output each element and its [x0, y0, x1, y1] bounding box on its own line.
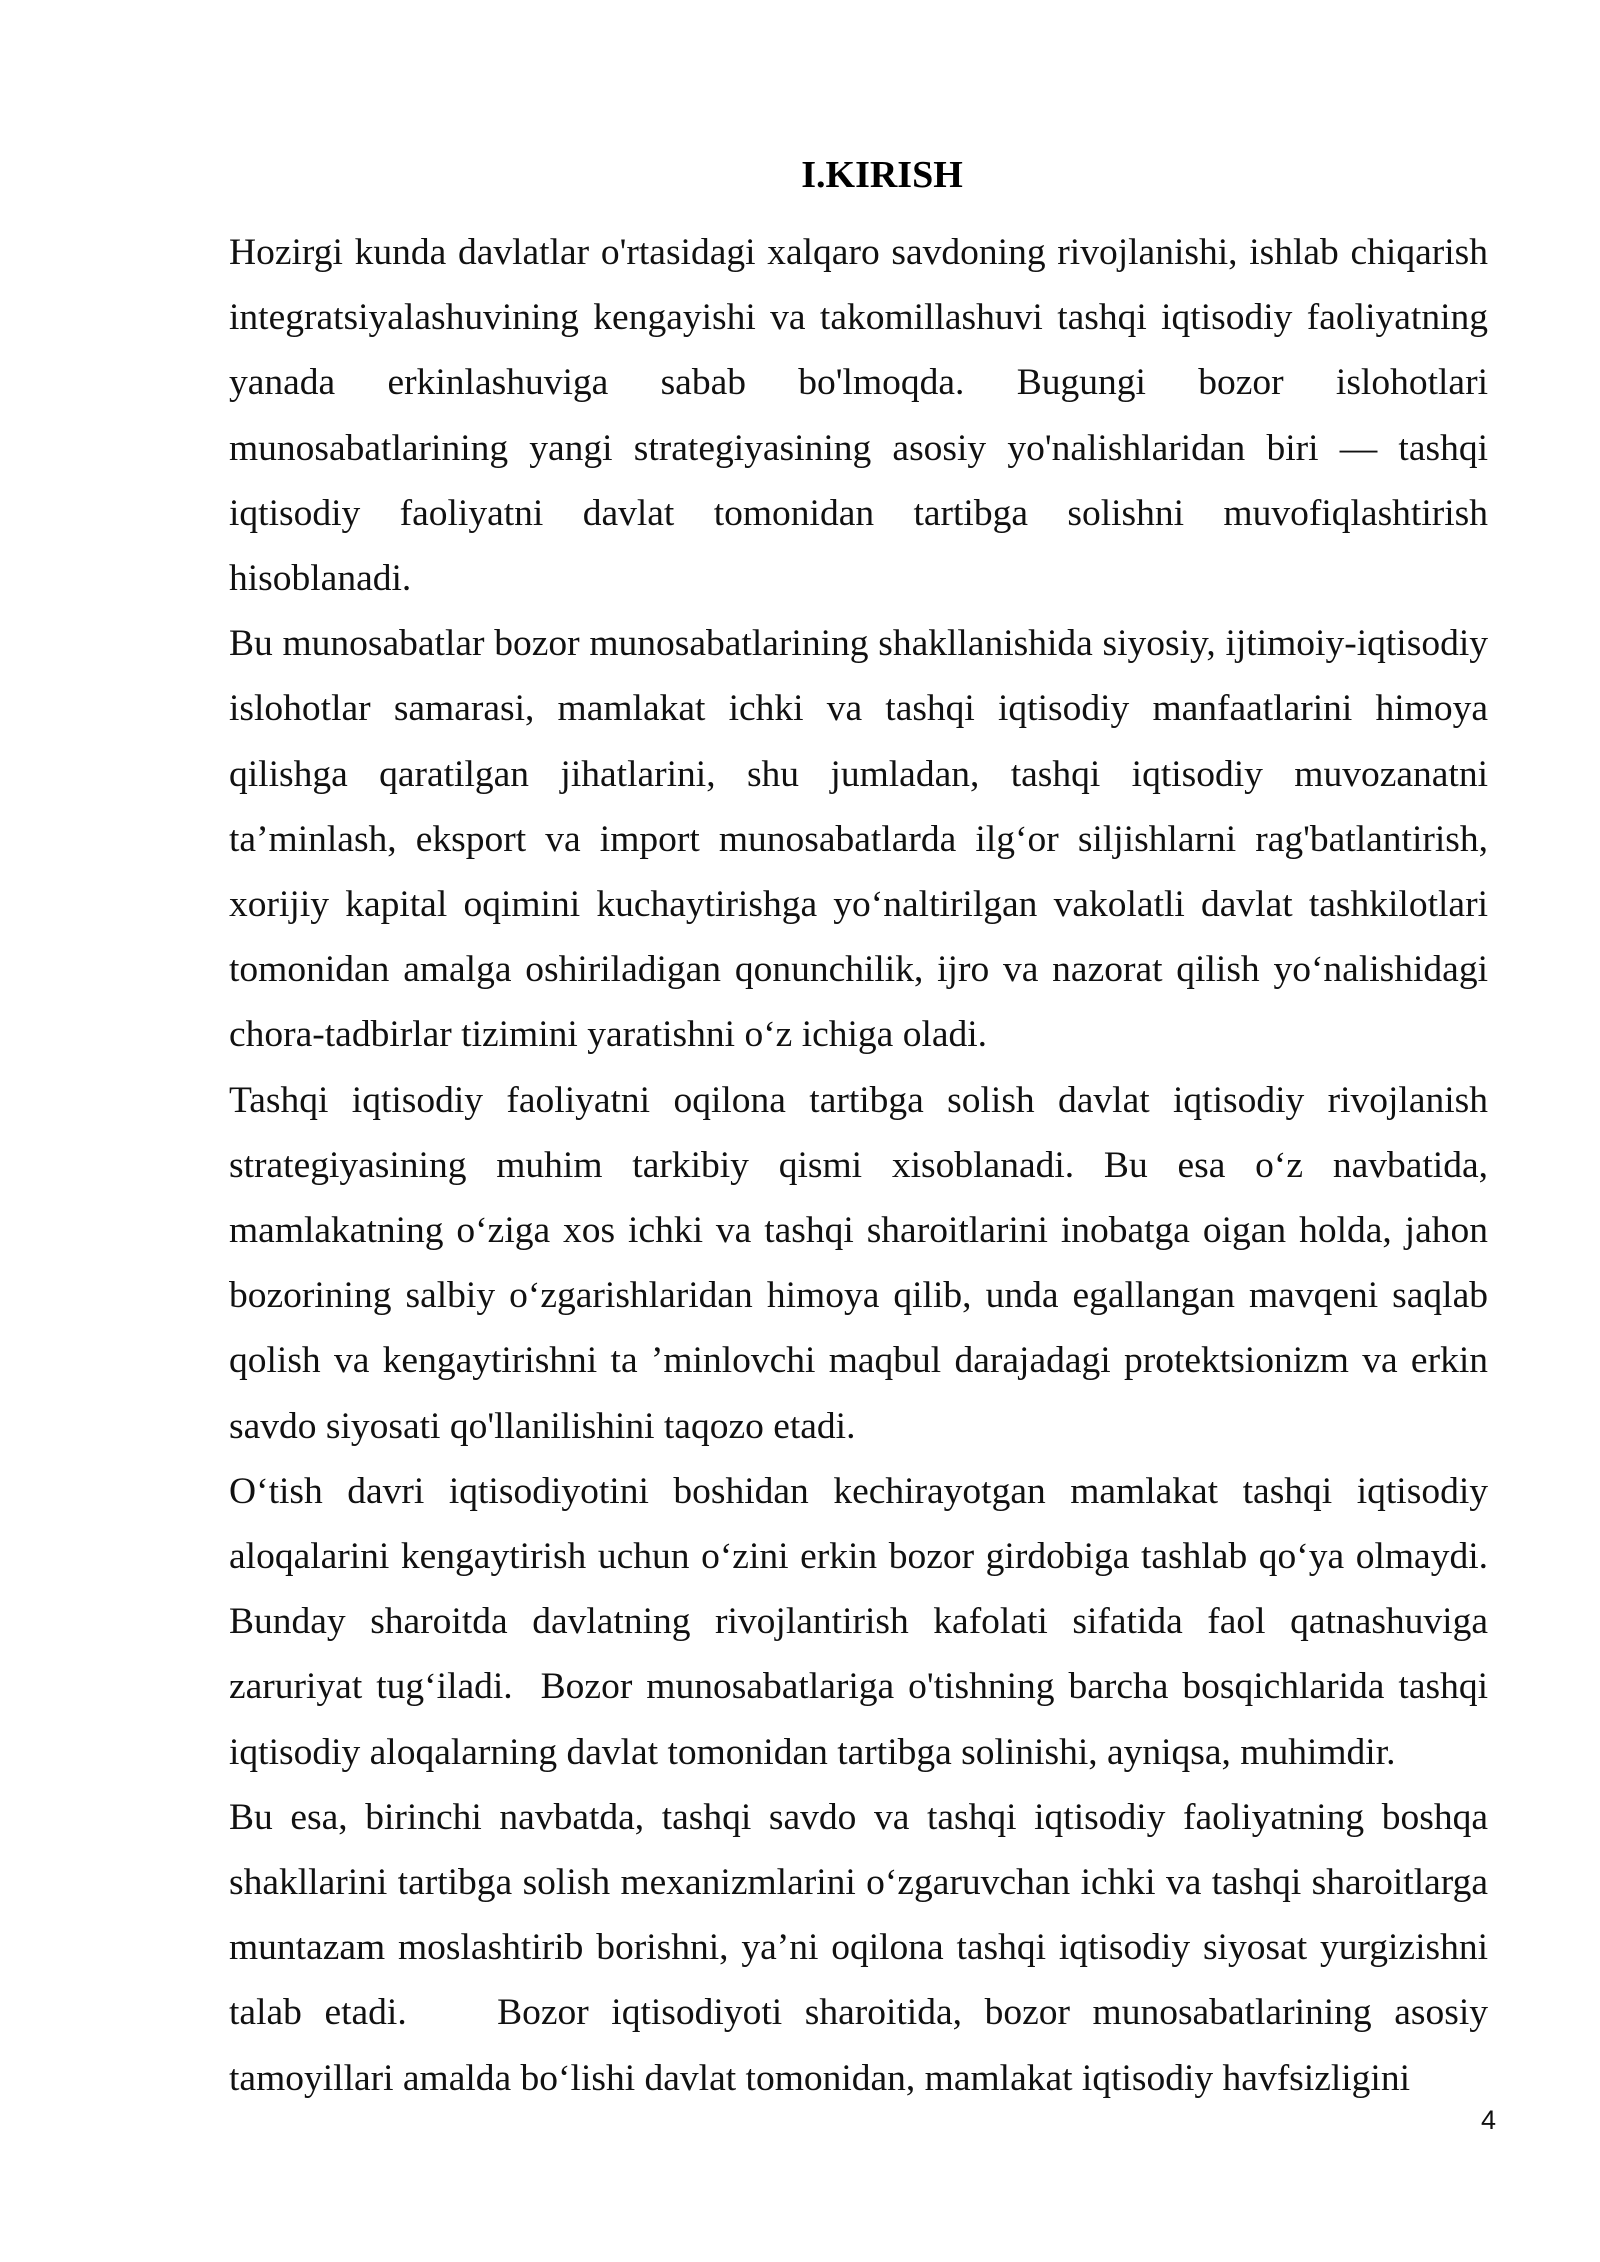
page-number: 4	[1480, 2105, 1496, 2135]
paragraph: Hozirgi kunda davlatlar o'rtasidagi xalqaro savdoning rivojlanishi, ishlab chiqarish integratsiyalashuvining kengayishi va takomillashuvi tashqi iqtisodiy faoliyatning yanada erkinlashuviga sabab bo'lmoqda. Bugungi bozor islohotlari munosabatlarining yangi strategiyasining asosiy yo'nalishlaridan biri — tashqi iqtisodiy faoliyatni davlat tomonidan tartibga solishni muvofiqlashtirish hisoblanadi.	[229, 232, 1498, 600]
paragraph: Tashqi iqtisodiy faoliyatni oqilona tartibga solish davlat iqtisodiy rivojlanish strategiyasining muhim tarkibiy qismi xisoblanadi. Bu esa o‘z navbatida, mamlakatning o‘ziga xos ichki va tashqi sharoitlarini inobatga oigan holda, jahon bozorining salbiy o‘zgarishlaridan himoya qilib, unda egallangan mavqeni saqlab qolish va kengaytirishni ta ’minlovchi maqbul darajadagi protektsionizm va erkin savdo siyosati qo'llanilishini taqozo etadi.	[229, 1079, 1498, 1447]
paragraph: Bu munosabatlar bozor munosabatlarining shakllanishida siyosiy, ijtimoiy-iqtisodiy islohotlar samarasi, mamlakat ichki va tashqi iqtisodiy manfaatlarini himoya qilishga qaratilgan jihatlarini, shu jumladan, tashqi iqtisodiy muvozanatni ta’minlash, eksport va import munosabatlarda ilg‘or siljishlarni rag'batlantirish, xorijiy kapital oqimini kuchaytirishga yo‘naltirilgan vakolatli davlat tashkilotlari tomonidan amalga oshiriladigan qonunchilik, ijro va nazorat qilish yo‘nalishidagi chora-tadbirlar tizimini yaratishni o‘z ichiga oladi.	[229, 623, 1498, 1056]
section-heading: I.KIRISH	[801, 154, 963, 196]
paragraph: Bu esa, birinchi navbatda, tashqi savdo va tashqi iqtisodiy faoliyatning boshqa shakllarini tartibga solish mexanizmlarini o‘zgaruvchan ichki va tashqi sharoitlarga muntazam moslashtirib borishni, ya’ni oqilona tashqi iqtisodiy siyosat yurgizishni talab etadi. Bozor iqtisodiyoti sharoitida, bozor munosabatlarining asosiy tamoyillari amalda bo‘lishi davlat tomonidan, mamlakat iqtisodiy havfsizligini	[229, 1796, 1498, 2099]
paragraph: O‘tish davri iqtisodiyotini boshidan kechirayotgan mamlakat tashqi iqtisodiy aloqalarini kengaytirish uchun o‘zini erkin bozor girdobiga tashlab qo‘ya olmaydi. Bunday sharoitda davlatning rivojlantirish kafolati sifatida faol qatnashuviga zaruriyat tug‘iladi. Bozor munosabatlariga o'tishning barcha bosqichlarida tashqi iqtisodiy aloqalarning davlat tomonidan tartibga solinishi, ayniqsa, muhimdir.	[229, 1470, 1498, 1773]
body-text	[229, 220, 1498, 2111]
